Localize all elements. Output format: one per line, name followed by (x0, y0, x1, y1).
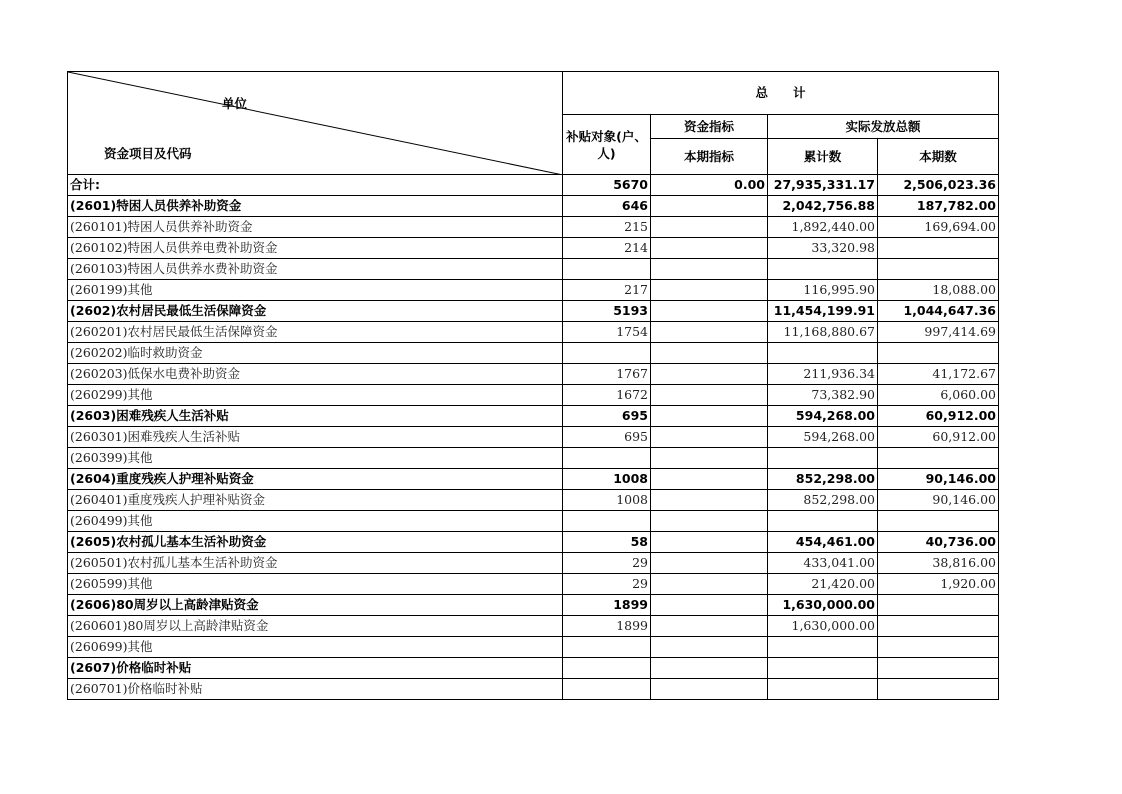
row-index-cell (651, 469, 768, 490)
row-index-cell (651, 448, 768, 469)
table-row (68, 280, 999, 301)
row-name-cell: (260202)临时救助资金 (68, 343, 563, 364)
row-target-cell: 695 (563, 427, 651, 448)
row-current-cell (878, 343, 999, 364)
row-cumulative-cell: 1,892,440.00 (768, 217, 878, 238)
row-name-cell: (260101)特困人员供养补助资金 (68, 217, 563, 238)
row-target-cell: 695 (563, 406, 651, 427)
actual-total-header: 实际发放总额 (768, 115, 999, 139)
row-index-cell: 0.00 (651, 175, 768, 196)
table-row (68, 196, 999, 217)
table-row (68, 259, 999, 280)
row-index-cell (651, 679, 768, 700)
table-row (68, 553, 999, 574)
row-target-cell: 1754 (563, 322, 651, 343)
row-current-cell: 169,694.00 (878, 217, 999, 238)
row-index-cell (651, 658, 768, 679)
table-row (68, 217, 999, 238)
row-name-cell: (260401)重度残疾人护理补贴资金 (68, 490, 563, 511)
table-row (68, 175, 999, 196)
row-name-cell: (2601)特困人员供养补助资金 (68, 196, 563, 217)
row-index-cell (651, 427, 768, 448)
row-target-cell (563, 511, 651, 532)
row-name-cell: (2606)80周岁以上高龄津贴资金 (68, 595, 563, 616)
table-row (68, 490, 999, 511)
row-index-cell (651, 532, 768, 553)
row-index-cell (651, 574, 768, 595)
row-name-cell: (2602)农村居民最低生活保障资金 (68, 301, 563, 322)
row-cumulative-cell: 21,420.00 (768, 574, 878, 595)
row-target-cell: 215 (563, 217, 651, 238)
row-target-cell: 217 (563, 280, 651, 301)
row-name-cell: (260601)80周岁以上高龄津贴资金 (68, 616, 563, 637)
row-cumulative-cell: 2,042,756.88 (768, 196, 878, 217)
table-row (68, 469, 999, 490)
row-current-cell: 40,736.00 (878, 532, 999, 553)
row-target-cell: 29 (563, 574, 651, 595)
row-target-cell (563, 679, 651, 700)
row-current-cell (878, 637, 999, 658)
row-current-cell: 90,146.00 (878, 469, 999, 490)
row-current-cell: 2,506,023.36 (878, 175, 999, 196)
row-name-cell: (260599)其他 (68, 574, 563, 595)
row-cumulative-cell: 116,995.90 (768, 280, 878, 301)
row-target-cell: 1899 (563, 595, 651, 616)
row-current-cell: 6,060.00 (878, 385, 999, 406)
table-row (68, 679, 999, 700)
row-index-cell (651, 490, 768, 511)
row-cumulative-cell: 1,630,000.00 (768, 595, 878, 616)
row-name-cell: (260699)其他 (68, 637, 563, 658)
row-current-cell: 60,912.00 (878, 427, 999, 448)
row-name-cell: (260203)低保水电费补助资金 (68, 364, 563, 385)
row-cumulative-cell (768, 511, 878, 532)
row-cumulative-cell: 594,268.00 (768, 427, 878, 448)
row-target-cell: 1008 (563, 490, 651, 511)
row-name-cell: 合计: (68, 175, 563, 196)
row-target-cell: 1767 (563, 364, 651, 385)
subsidy-table (67, 71, 999, 700)
row-name-cell: (260501)农村孤儿基本生活补助资金 (68, 553, 563, 574)
row-cumulative-cell: 73,382.90 (768, 385, 878, 406)
table-row (68, 448, 999, 469)
table-row (68, 532, 999, 553)
table-row (68, 406, 999, 427)
table-row (68, 637, 999, 658)
total-header: 总 计 (563, 72, 999, 115)
row-cumulative-cell (768, 637, 878, 658)
row-name-cell: (260102)特困人员供养电费补助资金 (68, 238, 563, 259)
row-cumulative-cell (768, 658, 878, 679)
table-row (68, 301, 999, 322)
row-cumulative-cell: 27,935,331.17 (768, 175, 878, 196)
table-body (68, 72, 999, 700)
row-index-cell (651, 322, 768, 343)
row-index-cell (651, 553, 768, 574)
row-target-cell: 1672 (563, 385, 651, 406)
row-index-cell (651, 343, 768, 364)
row-index-cell (651, 385, 768, 406)
row-index-cell (651, 280, 768, 301)
row-target-cell: 58 (563, 532, 651, 553)
table-row (68, 238, 999, 259)
row-index-cell (651, 406, 768, 427)
table-row (68, 658, 999, 679)
row-target-cell: 29 (563, 553, 651, 574)
report-sheet (67, 71, 999, 700)
row-cumulative-cell: 11,168,880.67 (768, 322, 878, 343)
row-target-cell (563, 259, 651, 280)
row-current-cell (878, 511, 999, 532)
row-current-cell (878, 658, 999, 679)
row-cumulative-cell: 11,454,199.91 (768, 301, 878, 322)
row-current-cell: 997,414.69 (878, 322, 999, 343)
row-target-cell (563, 637, 651, 658)
row-cumulative-cell: 594,268.00 (768, 406, 878, 427)
row-target-cell (563, 658, 651, 679)
row-index-cell (651, 616, 768, 637)
row-current-cell (878, 616, 999, 637)
row-index-cell (651, 238, 768, 259)
table-row (68, 595, 999, 616)
table-row (68, 427, 999, 448)
row-current-cell: 90,146.00 (878, 490, 999, 511)
row-target-cell: 214 (563, 238, 651, 259)
row-target-cell: 1008 (563, 469, 651, 490)
row-current-cell: 18,088.00 (878, 280, 999, 301)
row-name-cell: (260199)其他 (68, 280, 563, 301)
table-row (68, 364, 999, 385)
table-row (68, 343, 999, 364)
subsidy-target-header: 补贴对象(户、人) (563, 115, 651, 175)
row-current-cell: 41,172.67 (878, 364, 999, 385)
row-cumulative-cell: 454,461.00 (768, 532, 878, 553)
row-name-cell: (2605)农村孤儿基本生活补助资金 (68, 532, 563, 553)
row-name-cell: (260103)特困人员供养水费补助资金 (68, 259, 563, 280)
row-cumulative-cell (768, 259, 878, 280)
row-current-cell (878, 679, 999, 700)
row-cumulative-cell (768, 679, 878, 700)
row-index-cell (651, 637, 768, 658)
row-current-cell (878, 259, 999, 280)
row-current-cell: 1,920.00 (878, 574, 999, 595)
row-current-cell: 38,816.00 (878, 553, 999, 574)
row-index-cell (651, 511, 768, 532)
row-cumulative-cell (768, 343, 878, 364)
row-current-cell (878, 448, 999, 469)
row-name-cell: (260299)其他 (68, 385, 563, 406)
table-row (68, 385, 999, 406)
row-index-cell (651, 196, 768, 217)
current-index-header: 本期指标 (651, 139, 768, 175)
row-target-cell (563, 343, 651, 364)
table-row (68, 322, 999, 343)
row-target-cell (563, 448, 651, 469)
project-label: 资金项目及代码 (104, 146, 192, 161)
row-cumulative-cell (768, 448, 878, 469)
row-current-cell: 1,044,647.36 (878, 301, 999, 322)
row-cumulative-cell: 852,298.00 (768, 490, 878, 511)
row-current-cell (878, 595, 999, 616)
row-current-cell: 187,782.00 (878, 196, 999, 217)
row-name-cell: (260499)其他 (68, 511, 563, 532)
table-row (68, 511, 999, 532)
row-target-cell: 5193 (563, 301, 651, 322)
row-target-cell: 646 (563, 196, 651, 217)
row-current-cell (878, 238, 999, 259)
fund-index-header: 资金指标 (651, 115, 768, 139)
row-target-cell: 5670 (563, 175, 651, 196)
row-name-cell: (260701)价格临时补贴 (68, 679, 563, 700)
row-index-cell (651, 364, 768, 385)
row-index-cell (651, 259, 768, 280)
row-index-cell (651, 595, 768, 616)
row-cumulative-cell: 852,298.00 (768, 469, 878, 490)
table-row (68, 574, 999, 595)
row-cumulative-cell: 211,936.34 (768, 364, 878, 385)
row-name-cell: (2604)重度残疾人护理补贴资金 (68, 469, 563, 490)
row-cumulative-cell: 1,630,000.00 (768, 616, 878, 637)
diagonal-header-cell (68, 72, 563, 175)
row-current-cell: 60,912.00 (878, 406, 999, 427)
unit-label: 单位 (222, 96, 248, 111)
cumulative-header: 累计数 (768, 139, 878, 175)
current-amount-header: 本期数 (878, 139, 999, 175)
table-row (68, 616, 999, 637)
row-index-cell (651, 301, 768, 322)
row-name-cell: (260201)农村居民最低生活保障资金 (68, 322, 563, 343)
row-target-cell: 1899 (563, 616, 651, 637)
row-name-cell: (2603)困难残疾人生活补贴 (68, 406, 563, 427)
row-index-cell (651, 217, 768, 238)
row-name-cell: (2607)价格临时补贴 (68, 658, 563, 679)
row-cumulative-cell: 433,041.00 (768, 553, 878, 574)
row-cumulative-cell: 33,320.98 (768, 238, 878, 259)
row-name-cell: (260399)其他 (68, 448, 563, 469)
row-name-cell: (260301)困难残疾人生活补贴 (68, 427, 563, 448)
